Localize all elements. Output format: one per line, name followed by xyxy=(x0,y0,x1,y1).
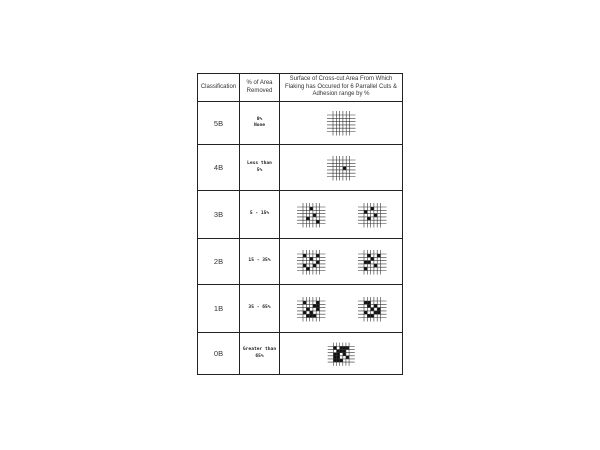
classification-cell: 3B xyxy=(198,191,240,238)
table-row xyxy=(198,191,402,239)
table-row xyxy=(198,102,402,145)
cross-cut-grid-icon xyxy=(291,195,331,235)
area-removed-line: 35 - 65% xyxy=(248,305,271,311)
area-removed-cell xyxy=(240,285,280,332)
table-row xyxy=(198,285,402,333)
cross-cut-grid-icon xyxy=(321,335,361,373)
classification-cell: 5B xyxy=(198,102,240,144)
table-header-row xyxy=(198,74,402,102)
cross-cut-grid-icon xyxy=(291,242,331,282)
cross-cut-grid-icon xyxy=(352,289,392,329)
surface-illustration-cell xyxy=(280,285,402,332)
header-area-removed: % of Area Removed xyxy=(240,74,280,101)
classification-cell: 1B xyxy=(198,285,240,332)
area-removed-line: 5 - 15% xyxy=(249,211,270,217)
surface-illustration-cell xyxy=(280,145,402,190)
surface-illustration-cell xyxy=(280,239,402,284)
area-removed-cell xyxy=(240,239,280,284)
cross-cut-grid-icon xyxy=(291,289,331,329)
area-removed-line: 0% xyxy=(256,116,263,122)
area-removed-cell xyxy=(240,333,280,374)
table-row xyxy=(198,145,402,191)
table-row xyxy=(198,239,402,285)
surface-illustration-cell xyxy=(280,102,402,144)
area-removed-cell xyxy=(240,145,280,190)
adhesion-classification-table xyxy=(197,73,403,375)
area-removed-cell xyxy=(240,102,280,144)
surface-illustration-cell xyxy=(280,333,402,374)
cross-cut-grid-icon xyxy=(321,148,361,188)
area-removed-cell xyxy=(240,191,280,238)
cross-cut-grid-icon xyxy=(352,195,392,235)
surface-illustration-cell xyxy=(280,191,402,238)
area-removed-line: Greater than xyxy=(242,347,277,353)
cross-cut-grid-icon xyxy=(352,242,392,282)
classification-cell: 4B xyxy=(198,145,240,190)
area-removed-line: 5% xyxy=(256,167,263,173)
area-removed-line: None xyxy=(253,123,266,128)
cross-cut-grid-icon xyxy=(321,103,361,143)
header-surface: Surface of Cross-cut Area From Which Flaking has Occured for 6 Parrallel Cuts & Adhesion range by % xyxy=(284,76,398,98)
header-classification: Classification xyxy=(198,74,240,101)
classification-cell: 0B xyxy=(198,333,240,374)
classification-cell: 2B xyxy=(198,239,240,284)
area-removed-line: 15 - 35% xyxy=(248,258,271,264)
table-row xyxy=(198,333,402,374)
area-removed-line: Less than xyxy=(247,161,272,167)
area-removed-line: 65% xyxy=(255,353,264,359)
